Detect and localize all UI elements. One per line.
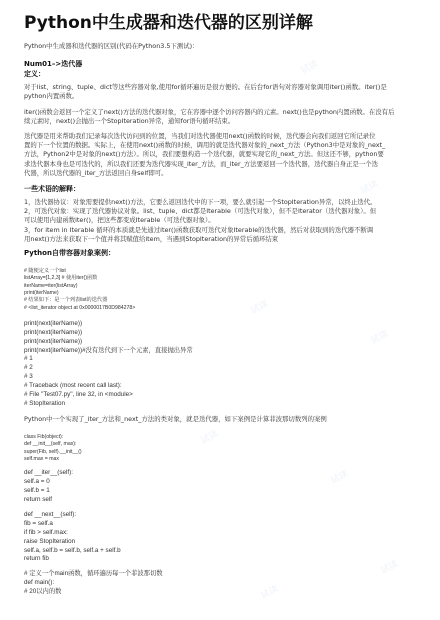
code-line: return fib (24, 555, 49, 563)
watermark: 试读 (199, 429, 221, 447)
code-line: print(next(iterName)) (24, 337, 83, 345)
code-line: print(next(iterName))#没有迭代到下一个元素，直接抛出异常 (24, 346, 193, 354)
code-line: # StopIteration (24, 399, 65, 407)
term-line: 可以使用内建函数iter()，把这些都变成Iterable（可迭代器对象）。 (24, 216, 215, 225)
purpose-line: 置的下一个位置的数据。实际上，在使用next()函数的时候，调用的就是迭代器对象的_next_方法（Python3中是对象的_next_ (24, 141, 386, 150)
code-line: # <list_iterator object at 0x0000017B0D984278> (24, 304, 136, 311)
watermark: 试读 (379, 559, 401, 577)
watermark: 试读 (259, 584, 281, 602)
code-block-next-method (24, 511, 418, 564)
purpose-line: 求迭代器本身也是可迭代的，所以我们还要为迭代器实现_iter_方法，而_iter_方法要返回一个迭代器，迭代器自身正是一个迭 (24, 159, 378, 168)
code-line: listArray=[1,2,3] # 使用iter()函数 (24, 275, 98, 282)
iter-line: 续元素时，next()会抛出一个StopIteration异常，通知for语句循环结束。 (24, 116, 235, 125)
code-line: # Traceback (most recent call last): (24, 382, 122, 390)
terms-heading: 一些术语的解释： (24, 185, 80, 194)
code-line: # 1 (24, 355, 33, 363)
code-line: return self (24, 496, 52, 503)
code-line: self.max = max (24, 455, 60, 462)
term-line: 1，迭代器协议：对象需要提供next()方法，它要么返回迭代中的下一项，要么就引起一个StopIteration异常，以终止迭代。 (24, 198, 377, 207)
term-line: 用next()方法来获取下一个值并将其赋值给item，当遇到StopIteration的异常后循环结束 (24, 234, 279, 243)
section-heading: Num01–>迭代器 (24, 60, 83, 69)
code-line: class Fib(object): (24, 434, 64, 441)
code-line: # File "Test07.py", line 32, in <module> (24, 391, 133, 399)
purpose-line: 迭代器是用来帮助我们记录每次迭代访问到的位置，当我们对迭代器使用next()函数的时候，迭代器会向我们返回它所记录位 (24, 132, 376, 141)
code-block-list (24, 268, 418, 312)
code-line: print(iterName) (24, 289, 59, 296)
code-line: # 定义一个main函数，循环遍历每一个菲波那切数 (24, 570, 163, 578)
code-block-next (24, 320, 418, 409)
code-line: self.b = 1 (24, 487, 50, 495)
watermark: 试读 (329, 469, 351, 487)
definition-heading: 定义： (24, 70, 45, 79)
watermark: 试读 (249, 299, 271, 317)
code-line: # 随便定义一个list (24, 268, 66, 275)
code-line: self.a = 0 (24, 478, 50, 486)
def-line: python内置函数。 (24, 92, 79, 101)
watermark: 试读 (299, 59, 321, 77)
code-line: raise StopIteration (24, 537, 76, 545)
def-line: 对于list、string、tuple、dict等这些容器对象,使用for循环遍历是很方便的。在后台for语句对容器对象调用iter()函数。iter()是 (24, 83, 387, 92)
intro-text: Python中生成器和迭代器的区别(代码在Python3.5下测试)： (24, 42, 199, 50)
page-title: Python中生成器和迭代器的区别详解 (24, 13, 313, 33)
code-line: # 20以内的数 (24, 588, 62, 596)
purpose-line: 代器，所以迭代器的_iter_方法返回自身self即可。 (24, 168, 168, 177)
code-block-main (24, 570, 418, 597)
purpose-line: 方法，Python2中是对象的next()方法）。所以，我们要想构造一个迭代器，就要实现它的_next_方法。但这还不够，python要 (24, 150, 384, 159)
code-line: self.a, self.b = self.b, self.a + self.b (24, 546, 121, 554)
code-line: iterName=iter(listArray) (24, 282, 78, 289)
code-line: def __init__(self, max): (24, 441, 77, 448)
watermark: 试读 (369, 329, 391, 347)
code-line: # 3 (24, 373, 33, 381)
code-line: super(Fib, self).__init__() (24, 448, 82, 455)
code-line: print(next(iterName)) (24, 328, 83, 336)
code-block-class (24, 434, 418, 463)
code-line: # 结果如下：是一个列表list的迭代器 (24, 297, 108, 304)
code-line: print(next(iterName)) (24, 319, 83, 327)
code-block-iter (24, 469, 418, 505)
term-line: 3，for item in Iterable 循环的本质就是先通过iter()函数获取可迭代对象Iterable的迭代器，然后对获取到的迭代器不断调 (24, 225, 374, 234)
term-line: 2，可迭代对象：实现了迭代器协议对象。list、tuple、dict都是Iterable（可迭代对象），但不是Iterator（迭代器对象）。但 (24, 207, 377, 216)
code-line: def main(): (24, 579, 55, 587)
example-heading: Python自带容器对象案例： (24, 249, 115, 258)
code-line: def __iter__(self): (24, 469, 74, 477)
code-line: fib = self.a (24, 519, 53, 527)
code-line: def __next__(self): (24, 510, 77, 518)
fib-intro-text: Python中一个实现了_iter_方法和_next_方法的类对象，就是迭代器，如下案例是计算菲波那切数列的案例 (24, 414, 327, 423)
iter-line: iter()函数会返回一个定义了next()方法的迭代器对象，它在容器中逐个访问容器内的元素。next()也是python内置函数。在没有后 (24, 107, 395, 116)
watermark: 试读 (359, 179, 381, 197)
code-line: # 2 (24, 364, 33, 372)
code-line: if fib > self.max: (24, 528, 68, 536)
